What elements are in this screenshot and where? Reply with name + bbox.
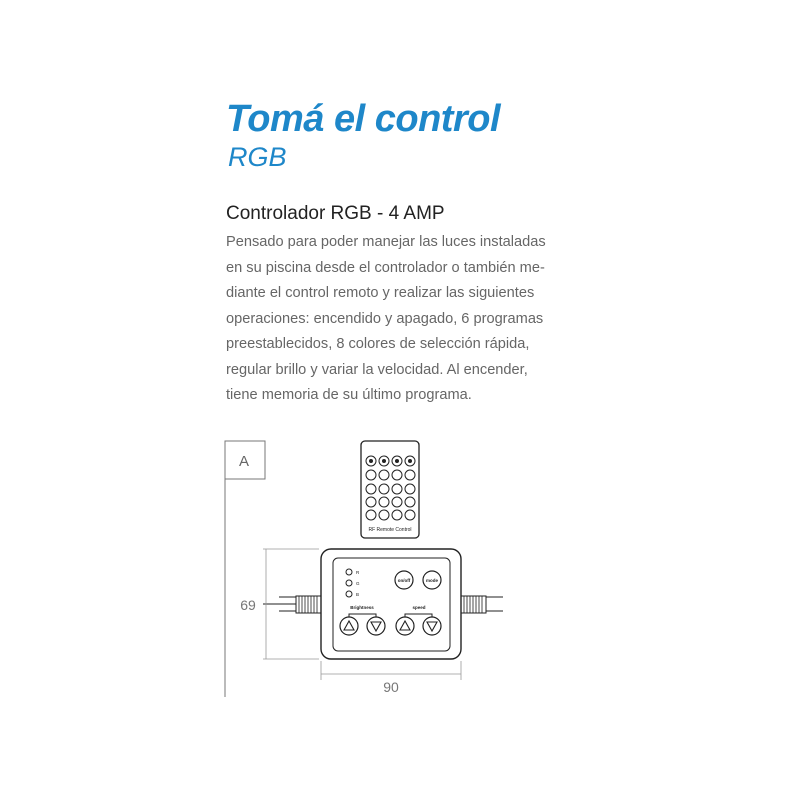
description-line: preestablecidos, 8 colores de selección rápida, <box>226 336 530 352</box>
description-line: regular brillo y variar la velocidad. Al encender, <box>226 361 528 378</box>
page-subtitle: RGB <box>228 142 287 172</box>
cable-right <box>461 596 503 613</box>
on-off-button[interactable] <box>395 571 413 589</box>
description-line: diante el control remoto y realizar las siguientes <box>226 285 535 301</box>
product-name: Controlador RGB - 4 AMP <box>226 203 445 224</box>
brightness-label: Brightness <box>350 605 374 610</box>
description-line: Pensado para poder manejar las luces instaladas <box>226 234 546 250</box>
page-title: Tomá el control <box>226 98 501 140</box>
diagram-label: A <box>238 453 250 470</box>
remote-control <box>361 441 419 538</box>
description-line: en su piscina desde el controlador o también me- <box>226 259 545 276</box>
controller-box <box>321 549 461 659</box>
width-dimension <box>321 661 461 695</box>
on-off-label: on/off <box>397 578 411 583</box>
width-value: 90 <box>383 679 399 695</box>
mode-button[interactable] <box>423 571 441 589</box>
led-label-r: R <box>356 570 360 575</box>
led-label-b: B <box>356 592 360 597</box>
description-line: tiene memoria de su último programa. <box>226 387 472 403</box>
led-label-g: G <box>356 581 360 586</box>
speed-label: speed <box>412 605 426 610</box>
diagram-label-box <box>225 441 265 697</box>
brightness-down-button[interactable] <box>367 617 385 635</box>
cable-left <box>263 596 321 613</box>
height-value: 69 <box>240 597 256 613</box>
brightness-up-button[interactable] <box>340 617 358 635</box>
speed-up-button[interactable] <box>396 617 414 635</box>
remote-label: RF Remote Control <box>368 527 412 533</box>
speed-down-button[interactable] <box>423 617 441 635</box>
mode-label: mode <box>425 578 439 583</box>
description-line: operaciones: encendido y apagado, 6 programas <box>226 310 544 327</box>
